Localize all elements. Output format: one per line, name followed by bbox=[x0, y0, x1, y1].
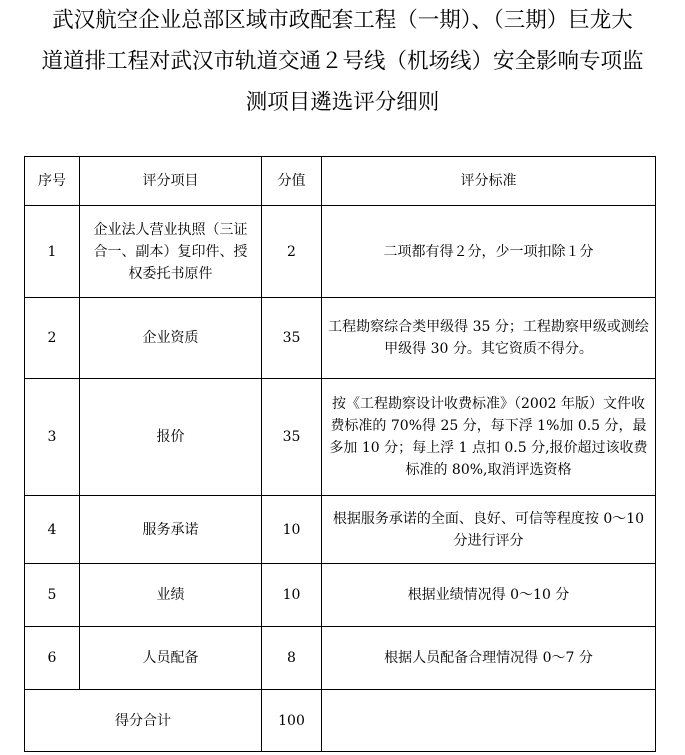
row-item: 业绩 bbox=[80, 564, 262, 627]
row-no: 6 bbox=[25, 627, 80, 690]
row-score: 2 bbox=[262, 206, 322, 298]
row-score: 35 bbox=[262, 298, 322, 379]
row-criteria-text: 根据服务承诺的全面、良好、可信等程度按 0～10 分进行评分 bbox=[332, 510, 645, 549]
document-title bbox=[0, 0, 685, 123]
table-row bbox=[25, 564, 656, 627]
row-criteria-text: 工程勘察综合类甲级得 35 分；工程勘察甲级或测绘甲级得 30 分。其它资质不得分。 bbox=[328, 319, 649, 357]
row-score: 10 bbox=[262, 496, 322, 564]
row-criteria: 根据人员配备合理情况得 0～7 分 bbox=[322, 627, 656, 690]
row-no: 4 bbox=[25, 496, 80, 564]
row-score: 8 bbox=[262, 627, 322, 690]
row-item: 企业资质 bbox=[80, 298, 262, 379]
table-row bbox=[25, 379, 656, 496]
table-header-row bbox=[25, 157, 656, 206]
header-criteria: 评分标准 bbox=[322, 157, 656, 206]
table-row bbox=[25, 627, 656, 690]
row-criteria bbox=[322, 298, 656, 379]
total-criteria bbox=[322, 690, 656, 752]
title-line-2: 道道排工程对武汉市轨道交通２号线（机场线）安全影响专项监 bbox=[41, 49, 644, 74]
row-no: 3 bbox=[25, 379, 80, 496]
total-score: 100 bbox=[262, 690, 322, 752]
table-total-row bbox=[25, 690, 656, 752]
row-score: 10 bbox=[262, 564, 322, 627]
row-item bbox=[80, 206, 262, 298]
row-score: 35 bbox=[262, 379, 322, 496]
row-no: 2 bbox=[25, 298, 80, 379]
table-row bbox=[25, 298, 656, 379]
header-item: 评分项目 bbox=[80, 157, 262, 206]
row-criteria: 根据业绩情况得 0～10 分 bbox=[322, 564, 656, 627]
row-criteria-text: 二项都有得２分，少一项扣除１分 bbox=[383, 243, 594, 260]
row-item-text: 企业法人营业执照（三证合一、副本）复印件、授权委托书原件 bbox=[93, 221, 248, 282]
row-item: 人员配备 bbox=[80, 627, 262, 690]
table-row bbox=[25, 496, 656, 564]
header-score: 分值 bbox=[262, 157, 322, 206]
row-no: 5 bbox=[25, 564, 80, 627]
row-criteria-text: 按《工程勘察设计收费标准》（2002 年版）文件收费标准的 70%得 25 分，每下浮 1%加 0.5 分，最多加 10 分；每上浮 1 点扣 0.5 分,报价超过该收费标准的 80%,取消评选资格 bbox=[329, 396, 648, 478]
header-no: 序号 bbox=[25, 157, 80, 206]
row-criteria bbox=[322, 379, 656, 496]
row-no: 1 bbox=[25, 206, 80, 298]
total-label: 得分合计 bbox=[25, 690, 262, 752]
row-criteria bbox=[322, 496, 656, 564]
scoring-table bbox=[24, 156, 656, 752]
title-line-3: 测项目遴选评分细则 bbox=[245, 90, 440, 115]
row-item: 服务承诺 bbox=[80, 496, 262, 564]
title-line-1: 武汉航空企业总部区域市政配套工程（一期）、（三期）巨龙大 bbox=[52, 8, 633, 33]
table-row bbox=[25, 206, 656, 298]
row-item: 报价 bbox=[80, 379, 262, 496]
row-criteria bbox=[322, 206, 656, 298]
